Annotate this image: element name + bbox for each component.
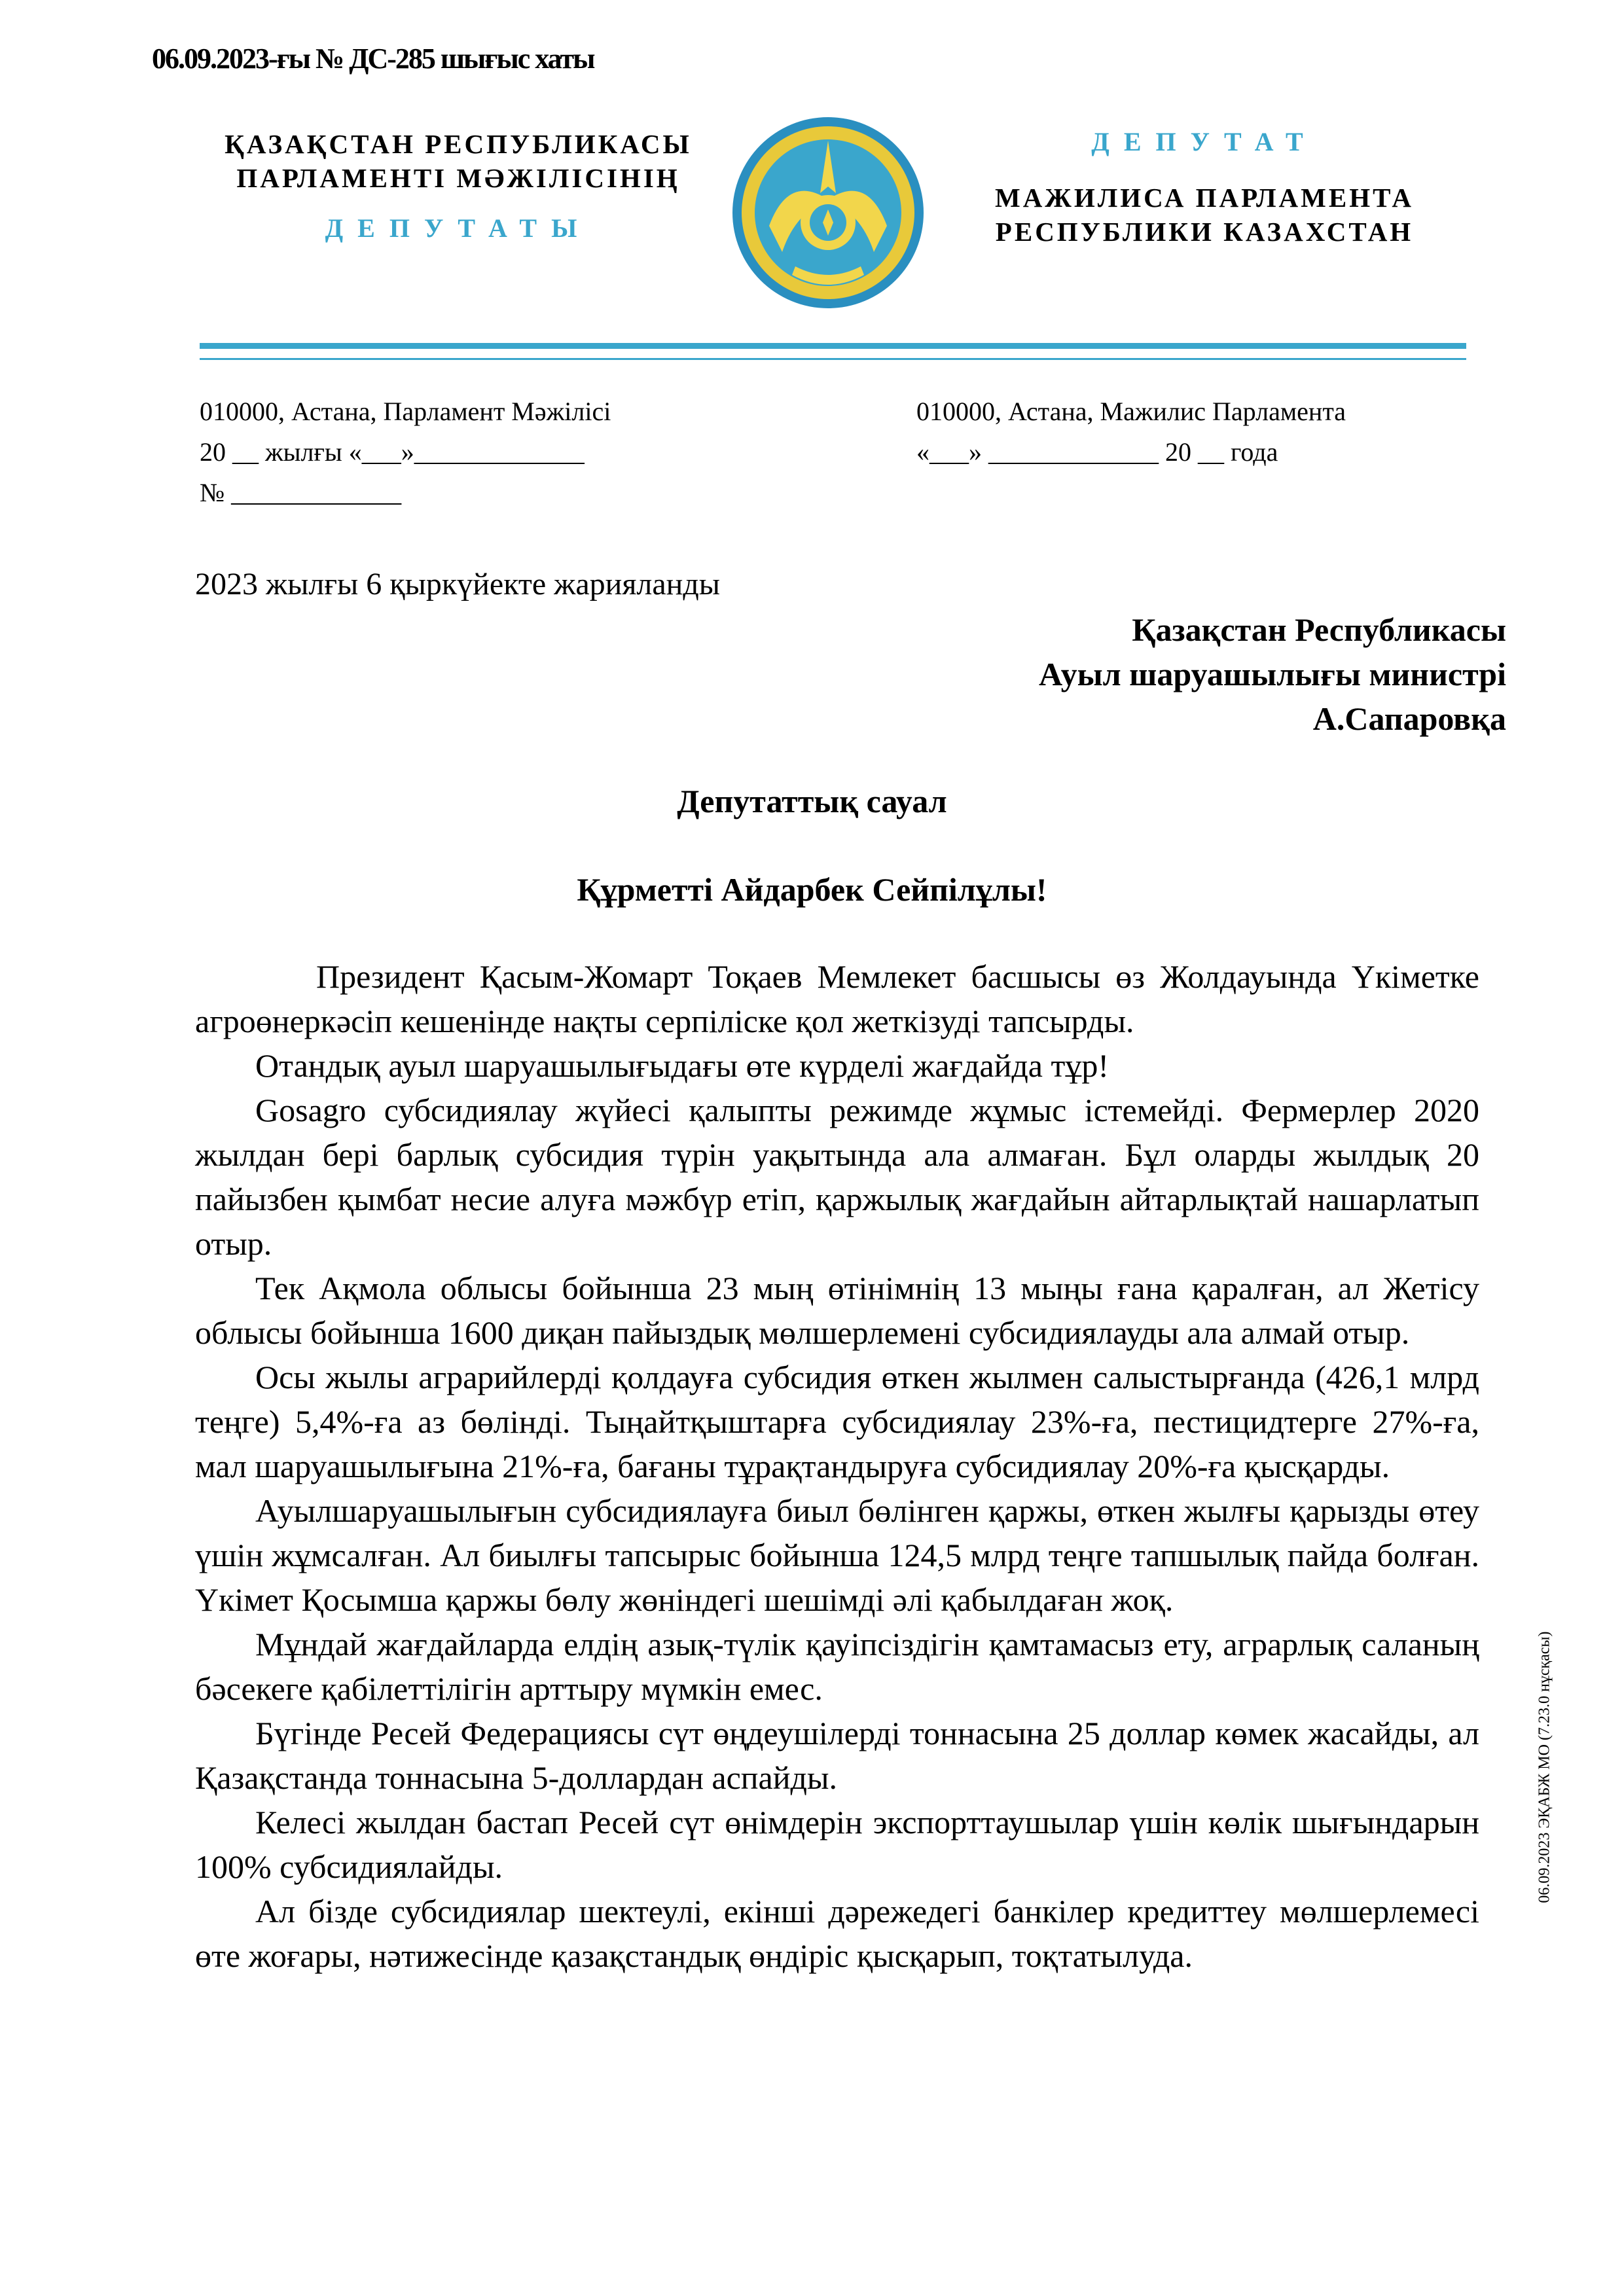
body-paragraph: Gosagro субсидиялау жүйесі қалыпты режимде жұмыс істемейді. Фермерлер 2020 жылдан бері барлық субсидия түрін уақытында ала алмаған. Бұл оларды жылдық 20 пайызбен қымбат несие алуға мәжбүр етіп, қаржылық жағдайын айтарлықтай нашарлатып отыр. [195, 1092, 1479, 1262]
body-paragraph: Осы жылы аграрийлерді қолдауға субсидия өткен жылмен салыстырғанда (426,1 млрд теңге) 5,4%-ға аз бөлінді. Тыңайтқыштарға субсидиялау 23%-ға, пестицидтерге 27%-ға, мал шаруашылығына 21%-ға, бағаны тұрақтандыруға субсидиялау 20%-ға қысқарды. [195, 1359, 1479, 1484]
letterhead-right-deputy: ДЕПУТАТ [1091, 127, 1318, 156]
body-paragraph: Бүгінде Ресей Федерациясы сүт өңдеушілерді тоннасына 25 доллар көмек жасайды, ал Қазақстанда тоннасына 5-доллардан аспайды. [195, 1715, 1479, 1796]
side-registration-stamp [1532, 1630, 1558, 1905]
addressee-line1: Қазақстан Республикасы [1132, 611, 1506, 648]
letterhead-left-line2: ПАРЛАМЕНТІ МӘЖІЛІСІНІҢ [236, 163, 680, 193]
letter-body [195, 954, 1479, 1978]
addressee-line3: А.Сапаровқа [1312, 700, 1506, 737]
document-title: Депутаттық сауал [677, 783, 947, 819]
body-paragraph: Келесі жылдан бастап Ресей сүт өнімдерін экспорттаушылар үшін көлік шығындарын 100% субсидиялайды. [195, 1804, 1479, 1885]
address-left-date: 20 __ жылғы «___»_____________ [200, 437, 585, 467]
addressee-line2: Ауыл шаруашылығы министрі [1038, 656, 1506, 692]
state-emblem-icon [730, 115, 926, 311]
letterhead-left [223, 127, 694, 195]
side-stamp-text: 06.09.2023 ЭҚАБЖ МО (7.23.0 нұсқасы) [1536, 1631, 1553, 1903]
body-paragraph: Мұндай жағдайларда елдің азық-түлік қауіпсіздігін қамтамасыз ету, аграрлық саланың бәсекеге қабілеттілігін арттыру мүмкін емес. [195, 1626, 1479, 1707]
body-paragraph: Президент Қасым-Жомарт Тоқаев Мемлекет басшысы өз Жолдауында Үкіметке агроөнеркәсіп кешенінде нақты серпіліске қол жеткізуді тапсырды. [195, 958, 1479, 1039]
body-paragraph: Отандық ауыл шаруашылығыдағы өте күрделі жағдайда тұр! [255, 1047, 1110, 1084]
salutation: Құрметті Айдарбек Сейпілұлы! [577, 871, 1047, 908]
address-block-right [916, 391, 1346, 473]
body-paragraph: Ал бізде субсидиялар шектеулі, екінші дәрежедегі банкілер кредиттеу мөлшерлемесі өте жоғары, нәтижесінде қазақстандық өндіріс қысқарып, тоқтатылуда. [195, 1893, 1479, 1974]
letterhead-left-deputy: ДЕПУТАТЫ [325, 213, 592, 243]
address-left-line1: 010000, Астана, Парламент Мәжілісі [200, 397, 611, 426]
outgoing-reference: 06.09.2023-ғы № ДС-285 шығыс хаты [152, 43, 594, 75]
address-block-left [200, 391, 611, 513]
letterhead-rule-thick [200, 343, 1466, 349]
addressee-block [1039, 607, 1506, 741]
address-right-date: «___» _____________ 20 __ года [916, 437, 1278, 467]
body-paragraph: Тек Ақмола облысы бойынша 23 мың өтінімнің 13 мыңы ғана қаралған, ал Жетісу облысы бойынша 1600 диқан пайыздық мөлшерлемені субсидиялауды ала алмай отыр. [195, 1270, 1479, 1351]
letterhead-right [995, 181, 1414, 249]
address-right-line1: 010000, Астана, Мажилис Парламента [916, 397, 1346, 426]
address-left-number: № _____________ [200, 478, 402, 507]
letterhead-left-line1: ҚАЗАҚСТАН РЕСПУБЛИКАСЫ [225, 129, 692, 159]
published-note: 2023 жылғы 6 қыркүйекте жарияланды [195, 567, 721, 601]
letterhead-right-line1: МАЖИЛИСА ПАРЛАМЕНТА [995, 183, 1415, 213]
body-paragraph: Ауылшаруашылығын субсидиялауға биыл бөлінген қаржы, өткен жылғы қарызды өтеу үшін жұмсалған. Ал биылғы тапсырыс бойынша 124,5 млрд теңге тапшылық пайда болған. Үкімет Қосымша қаржы бөлу жөніндегі шешімді әлі қабылдаған жоқ. [195, 1492, 1479, 1618]
letterhead-right-line2: РЕСПУБЛИКИ КАЗАХСТАН [995, 217, 1414, 247]
letterhead-rule-thin [200, 358, 1466, 360]
